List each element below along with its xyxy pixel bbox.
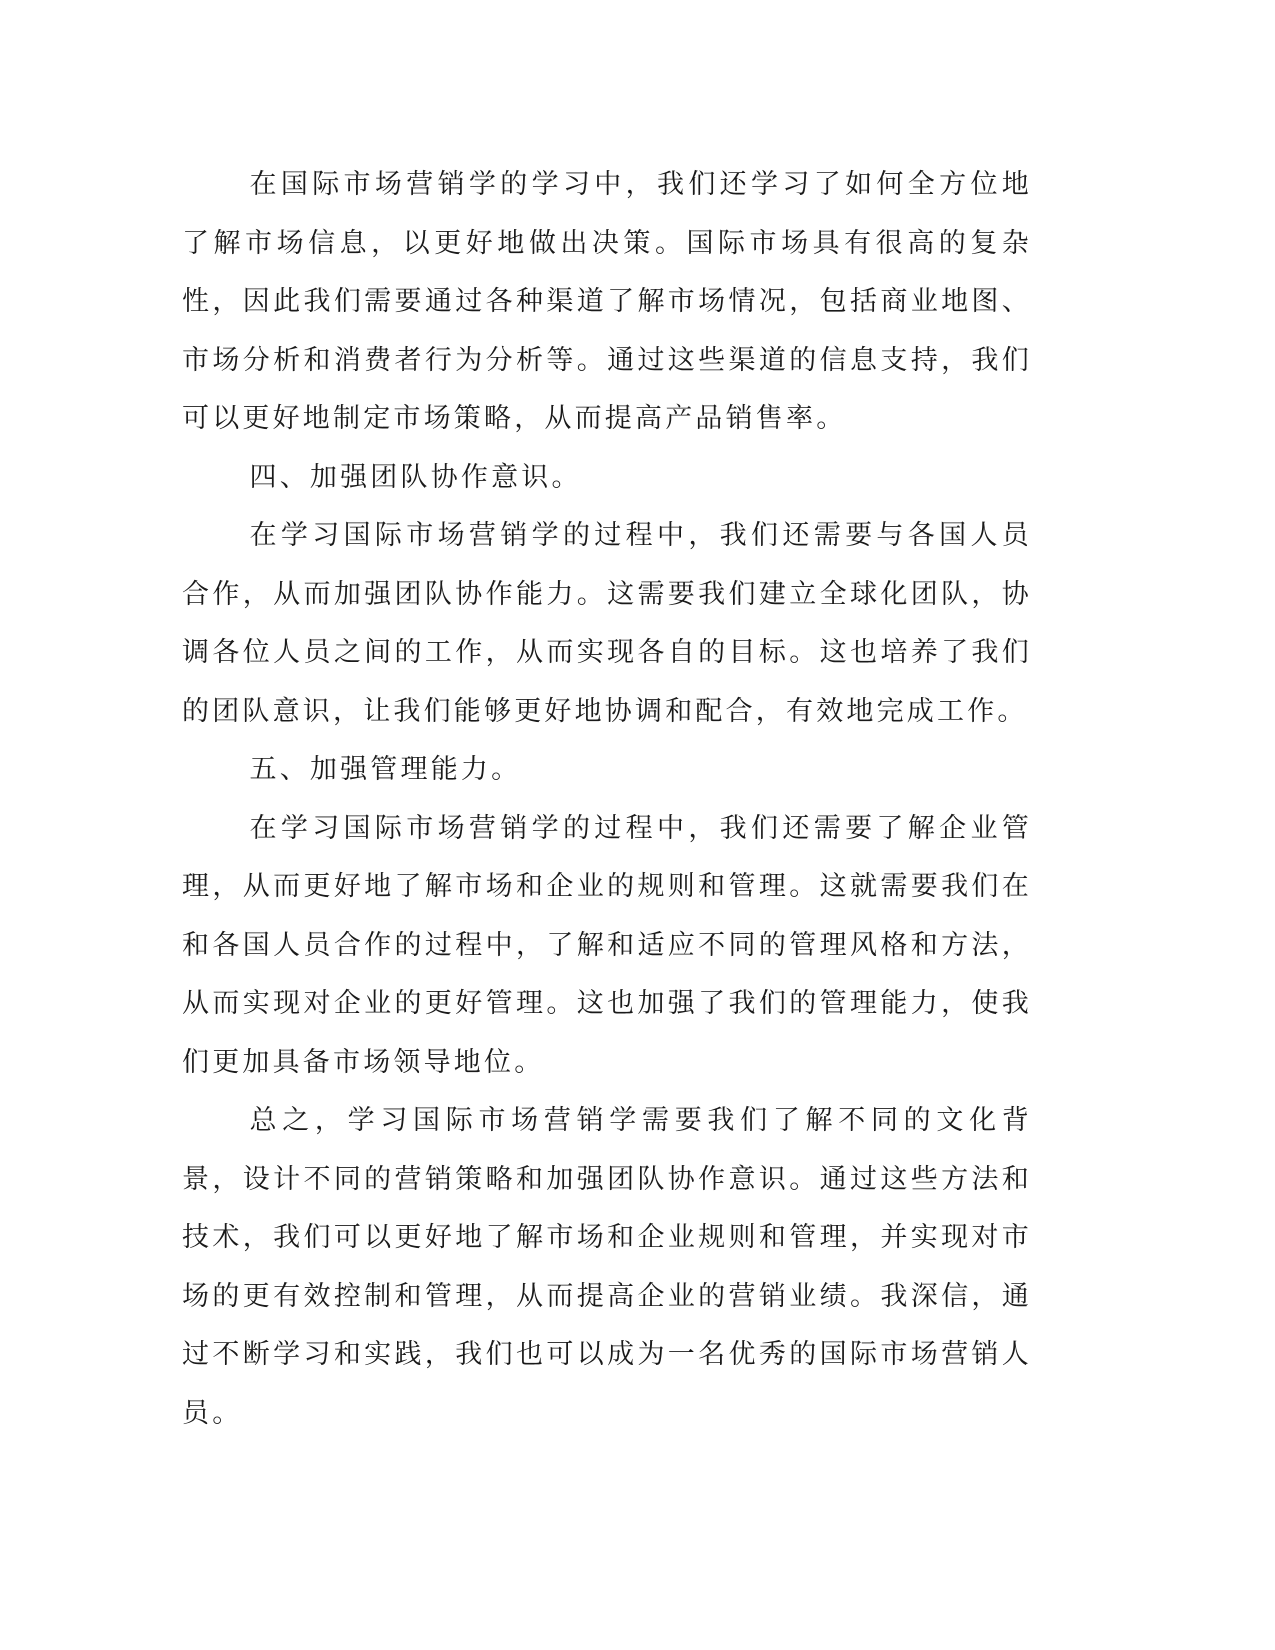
section-heading-teamwork: 四、加强团队协作意识。 <box>249 461 582 493</box>
paragraph-conclusion: 总之，学习国际市场营销学需要我们了解不同的文化背景，设计不同的营销策略和加强团队协作意识。通过这些方法和技术，我们可以更好地了解市场和企业规则和管理，并实现对市场的更有效控制和管理，从而提高企业的营销业绩。我深信，通过不断学习和实践，我们也可以成为一名优秀的国际市场营销人员。 <box>182 1105 1032 1429</box>
paragraph-management: 在学习国际市场营销学的过程中，我们还需要了解企业管理，从而更好地了解市场和企业的规则和管理。这就需要我们在和各国人员合作的过程中，了解和适应不同的管理风格和方法，从而实现对企业的更好管理。这也加强了我们的管理能力，使我们更加具备市场领导地位。 <box>182 812 1032 1078</box>
document-body <box>182 156 1032 1443</box>
paragraph-teamwork: 在学习国际市场营销学的过程中，我们还需要与各国人员合作，从而加强团队协作能力。这需要我们建立全球化团队，协调各位人员之间的工作，从而实现各自的目标。这也培养了我们的团队意识，让我们能够更好地协调和配合，有效地完成工作。 <box>182 520 1032 727</box>
paragraph-market-information: 在国际市场营销学的学习中，我们还学习了如何全方位地了解市场信息，以更好地做出决策。国际市场具有很高的复杂性，因此我们需要通过各种渠道了解市场情况，包括商业地图、市场分析和消费者行为分析等。通过这些渠道的信息支持，我们可以更好地制定市场策略，从而提高产品销售率。 <box>182 169 1032 434</box>
section-heading-management: 五、加强管理能力。 <box>249 754 522 785</box>
